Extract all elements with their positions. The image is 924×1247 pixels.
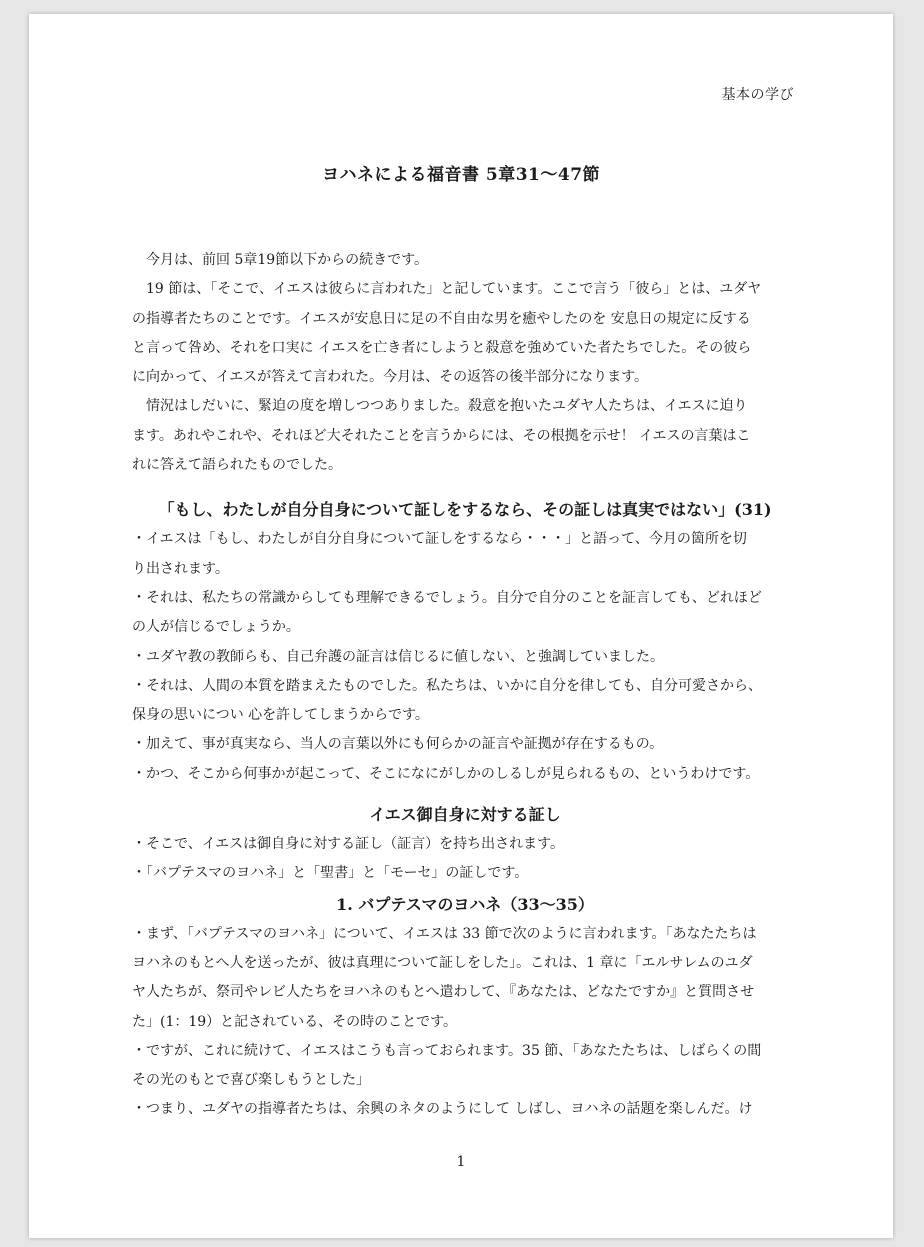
document-page — [29, 14, 893, 1238]
intro-paragraph-3 — [132, 392, 798, 480]
series-header: 基本の学び — [721, 87, 794, 103]
paragraph-line: ・「バプテスマのヨハネ」と「聖書」と「モーセ」の証しです。 — [132, 865, 529, 882]
paragraph-line: ヨハネのもとへ人を送ったが、彼は真理について証しをした」。これは、1 章に「エルサレムのユダ — [132, 954, 753, 971]
paragraph-line: に向かって、イエスが答えて言われた。今月は、その返答の後半部分になります。 — [132, 369, 649, 386]
paragraph-line: その光のもとで喜び楽しもうとした」 — [132, 1072, 370, 1089]
paragraph-line: ます。あれやこれや、それほど大それたことを言うからには、その根拠を示せ！ イエスの言葉はこ — [132, 427, 751, 444]
paragraph-line: ヤ人たちが、祭司やレビ人たちをヨハネのもとへ遣わして、『あなたは、どなたですか』と質問させ — [132, 984, 755, 1001]
section-body-testimony — [132, 830, 798, 889]
section-heading-testimony: イエス御自身に対する証し — [369, 805, 561, 825]
paragraph-line: と言って咎め、それを口実に イエスを亡き者にしようと殺意を強めていた者たちでした。その彼ら — [132, 339, 752, 356]
page-number: 1 — [456, 1154, 466, 1170]
section-body-31 — [132, 525, 798, 789]
paragraph-line: ・つまり、ユダヤの指導者たちは、余興のネタのようにして しばし、ヨハネの話題を楽しんだ。け — [132, 1101, 753, 1118]
paragraph-line: ・ユダヤ教の教師らも、自己弁護の証言は信じるに値しない、と強調していました。 — [132, 648, 664, 665]
paragraph-line: 情況はしだいに、緊迫の度を増しつつありました。殺意を抱いたユダヤ人たちは、イエスに迫り — [146, 398, 748, 415]
paragraph-line: 保身の思いについ 心を許してしまうからです。 — [132, 707, 429, 724]
paragraph-line: ・ですが、これに続けて、イエスはこうも言っておられます。35 節、「あなたたちは、しばらくの間 — [132, 1042, 762, 1059]
paragraph-line: れに答えて語られたものでした。 — [132, 457, 342, 474]
paragraph-line: り出されます。 — [132, 560, 229, 577]
paragraph-line: ・まず、「バプテスマのヨハネ」について、イエスは 33 節で次のように言われます。「あなたたちは — [132, 925, 757, 942]
paragraph-line: ・イエスは「もし、わたしが自分自身について証しをするなら・・・」と語って、今月の箇所を切 — [132, 531, 747, 548]
section-heading-31: 「もし、わたしが自分自身について証しをするなら、その証しは真実ではない」(31) — [158, 500, 772, 520]
section-body-john-baptist — [132, 920, 798, 1125]
paragraph-line: ・かつ、そこから何事かが起こって、そこになにがしかのしるしが見られるもの、というわけです。 — [132, 765, 760, 782]
paragraph-line: た」(1：19）と記されている、その時のことです。 — [132, 1013, 458, 1030]
paragraph-line: 19 節は、「そこで、イエスは彼らに言われた」と記しています。ここで言う「彼ら」とは、ユダヤ — [146, 281, 762, 298]
paragraph-line: ・加えて、事が真実なら、当人の言葉以外にも何らかの証言や証拠が存在するもの。 — [132, 736, 664, 753]
paragraph-line: ・それは、人間の本質を踏まえたものでした。私たちは、いかに自分を律しても、自分可愛さから、 — [132, 677, 762, 694]
paragraph-line: の指導者たちのことです。イエスが安息日に足の不自由な男を癒やしたのを 安息日の規定に反する — [132, 310, 751, 327]
paragraph-line: ・そこで、イエスは御自身に対する証し（証言）を持ち出されます。 — [132, 836, 565, 853]
paragraph-line: ・それは、私たちの常識からしても理解できるでしょう。自分で自分のことを証言しても、どれほど — [132, 589, 762, 606]
paragraph-line: の人が信じるでしょうか。 — [132, 619, 300, 636]
document-body — [132, 246, 798, 1125]
intro-paragraph-2 — [132, 275, 798, 392]
document-title: ヨハネによる福音書 5章31～47節 — [321, 165, 601, 185]
section-heading-john-baptist: 1. バプテスマのヨハネ（33～35） — [336, 894, 594, 914]
intro-paragraph-1: 今月は、前回 5章19節以下からの続きです。 — [146, 252, 429, 268]
